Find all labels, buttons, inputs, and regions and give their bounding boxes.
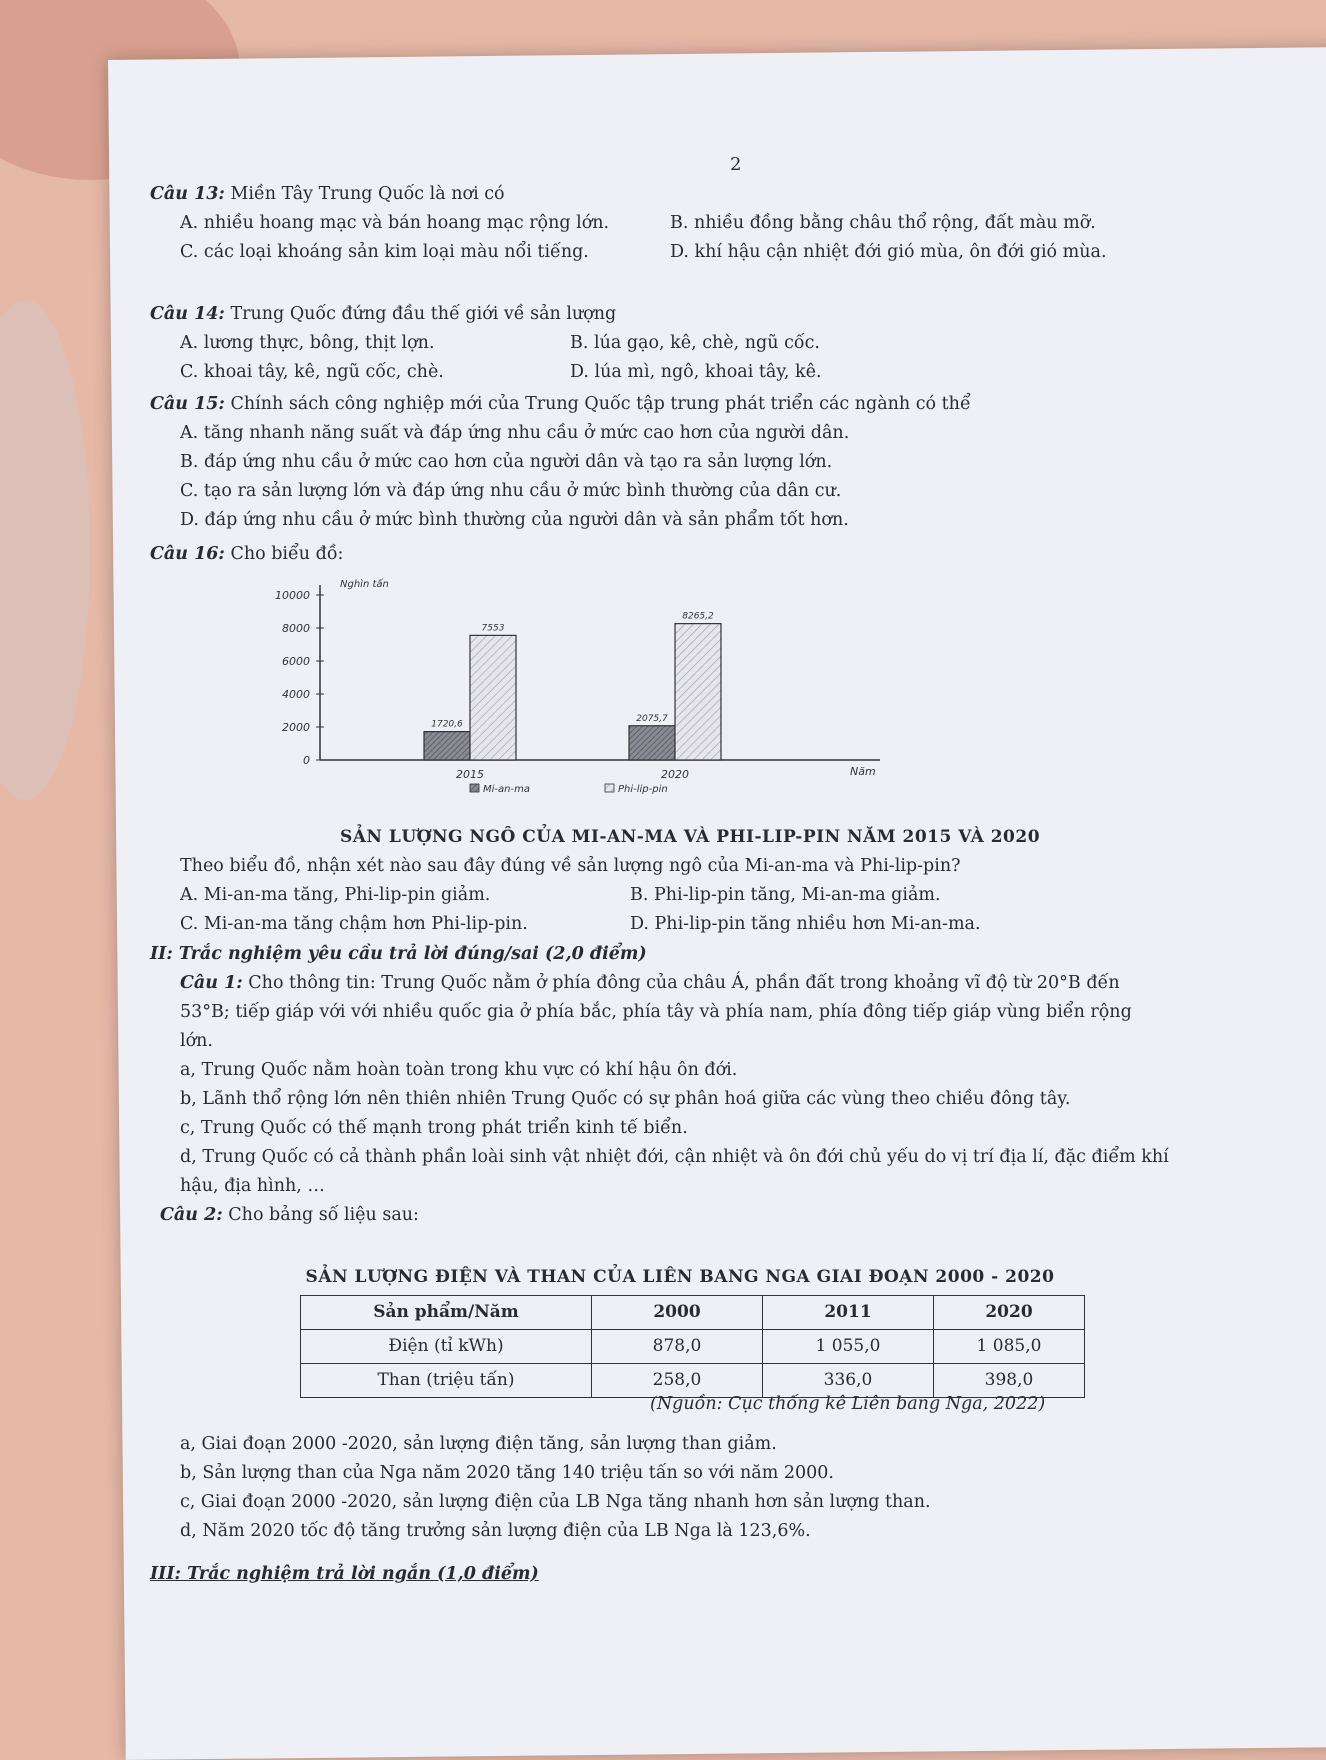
data-label: 1720,6: [431, 719, 463, 730]
legend-label: Mi-an-ma: [483, 784, 530, 795]
option-c: C. khoai tây, kê, ngũ cốc, chè.: [180, 362, 444, 382]
bar-mi-an-ma: [424, 732, 470, 760]
chart-container: [250, 575, 970, 815]
x-axis-label: Năm: [850, 765, 876, 778]
table-cell: 258,0: [592, 1364, 763, 1398]
statement-b: b, Lãnh thổ rộng lớn nên thiên nhiên Trung Quốc có sự phân hoá giữa các vùng theo chiều đông tây.: [180, 1089, 1071, 1109]
statement-d: d, Năm 2020 tốc độ tăng trưởng sản lượng điện của LB Nga là 123,6%.: [180, 1521, 811, 1541]
bar-phi-lip-pin: [675, 624, 721, 760]
option-c: C. các loại khoáng sản kim loại màu nổi tiếng.: [180, 242, 589, 262]
option-d: D. lúa mì, ngô, khoai tây, kê.: [570, 362, 822, 382]
option-b: B. lúa gạo, kê, chè, ngũ cốc.: [570, 333, 820, 353]
question-stem: Cho biểu đồ:: [224, 544, 344, 564]
option-a: A. Mi-an-ma tăng, Phi-lip-pin giảm.: [180, 885, 491, 905]
statement-a: a, Trung Quốc nằm hoàn toàn trong khu vực có khí hậu ôn đới.: [180, 1060, 738, 1080]
part-3: [150, 1560, 1170, 1589]
part-2: [150, 940, 1170, 1230]
bar-phi-lip-pin: [470, 635, 516, 760]
statement-d: d, Trung Quốc có cả thành phần loài sinh vật nhiệt đới, cận nhiệt và ôn đới chủ yếu do vị trí địa lí, đặc điểm khí hậu, địa hình, …: [180, 1147, 1169, 1196]
table-header: 2011: [763, 1296, 934, 1330]
statement-c: c, Giai đoạn 2000 -2020, sản lượng điện của LB Nga tăng nhanh hơn sản lượng than.: [180, 1492, 931, 1512]
legend-swatch: [605, 784, 614, 792]
x-tick-label: 2015: [456, 768, 484, 781]
y-axis-label: Nghìn tấn: [340, 579, 389, 590]
corn-production-chart: [250, 575, 970, 805]
background-pattern: [0, 300, 90, 800]
table-header: Sản phẩm/Năm: [301, 1296, 592, 1330]
table-cell: 1 085,0: [934, 1330, 1085, 1364]
statement-c: c, Trung Quốc có thế mạnh trong phát triển kinh tế biển.: [180, 1118, 688, 1138]
legend-swatch: [470, 784, 479, 792]
question-label: Câu 13:: [150, 184, 225, 204]
y-tick-label: 2000: [282, 721, 310, 734]
question-13: [150, 180, 1170, 267]
option-c: C. Mi-an-ma tăng chậm hơn Phi-lip-pin.: [180, 914, 528, 934]
table-header-row: [301, 1296, 1085, 1330]
question-stem: Miền Tây Trung Quốc là nơi có: [224, 184, 505, 204]
table-cell: Than (triệu tấn): [301, 1364, 592, 1398]
option-d: D. khí hậu cận nhiệt đới gió mùa, ôn đới gió mùa.: [670, 242, 1107, 262]
section-heading: II: Trắc nghiệm yêu cầu trả lời đúng/sai (2,0 điểm): [150, 944, 647, 964]
question-16: [150, 540, 1170, 569]
legend-label: Phi-lip-pin: [618, 784, 668, 795]
y-tick-label: 4000: [282, 688, 310, 701]
option-a: A. lương thực, bông, thịt lợn.: [180, 333, 435, 353]
question-stem: Trung Quốc đứng đầu thế giới về sản lượng: [224, 304, 617, 324]
table-header: 2000: [592, 1296, 763, 1330]
question-label: Câu 1:: [180, 973, 243, 993]
data-label: 7553: [481, 623, 505, 634]
data-label: 8265,2: [682, 611, 714, 622]
y-tick-label: 8000: [282, 622, 310, 635]
table-cell: 398,0: [934, 1364, 1085, 1398]
question-label: Câu 14:: [150, 304, 225, 324]
chart-title: SẢN LƯỢNG NGÔ CỦA MI-AN-MA VÀ PHI-LIP-PIN NĂM 2015 VÀ 2020: [339, 827, 1041, 847]
question-14: [150, 300, 1170, 387]
x-tick-label: 2020: [661, 768, 689, 781]
table-cell: Điện (tỉ kWh): [301, 1330, 592, 1364]
option-b: B. đáp ứng nhu cầu ở mức cao hơn của người dân và tạo ra sản lượng lớn.: [180, 452, 833, 472]
question-text: Theo biểu đồ, nhận xét nào sau đây đúng về sản lượng ngô của Mi-an-ma và Phi-lip-pin?: [180, 856, 961, 876]
bar-mi-an-ma: [629, 726, 675, 760]
table-title: SẢN LƯỢNG ĐIỆN VÀ THAN CỦA LIÊN BANG NGA GIAI ĐOẠN 2000 - 2020: [305, 1267, 1055, 1287]
table-cell: 336,0: [763, 1364, 934, 1398]
question-label: Câu 15:: [150, 394, 225, 414]
option-d: D. đáp ứng nhu cầu ở mức bình thường của người dân và sản phẩm tốt hơn.: [180, 510, 849, 530]
data-table: [300, 1295, 1085, 1398]
question-stem: Chính sách công nghiệp mới của Trung Quốc tập trung phát triển các ngành có thể: [224, 394, 971, 414]
section-heading: III: Trắc nghiệm trả lời ngắn (1,0 điểm): [150, 1564, 539, 1584]
table-row: [301, 1330, 1085, 1364]
y-tick-label: 10000: [275, 589, 310, 602]
y-tick-label: 6000: [282, 655, 310, 668]
table-cell: 878,0: [592, 1330, 763, 1364]
question-16-body: [150, 852, 1170, 939]
data-label: 2075,7: [636, 713, 668, 724]
statement-a: a, Giai đoạn 2000 -2020, sản lượng điện tăng, sản lượng than giảm.: [180, 1434, 777, 1454]
table-header: 2020: [934, 1296, 1085, 1330]
page-number: 2: [730, 154, 742, 175]
option-b: B. nhiều đồng bằng châu thổ rộng, đất màu mỡ.: [670, 213, 1096, 233]
table-source: (Nguồn: Cục thống kê Liên bang Nga, 2022): [650, 1394, 1046, 1414]
question-stem: Cho bảng số liệu sau:: [222, 1205, 419, 1225]
question-label: Câu 2:: [160, 1205, 223, 1225]
y-tick-label: 0: [303, 754, 310, 767]
question-stem: Cho thông tin: Trung Quốc nằm ở phía đông của châu Á, phần đất trong khoảng vĩ độ từ 20°B đến 53°B; tiếp giáp với với nhiều quốc gia ở phía bắc, phía tây và phía nam, phía đông tiếp giáp vùng biển rộng lớn.: [180, 973, 1132, 1051]
option-a: A. nhiều hoang mạc và bán hoang mạc rộng lớn.: [180, 213, 610, 233]
question-2-statements: [150, 1430, 1170, 1546]
option-c: C. tạo ra sản lượng lớn và đáp ứng nhu cầu ở mức bình thường của dân cư.: [180, 481, 842, 501]
option-a: A. tăng nhanh năng suất và đáp ứng nhu cầu ở mức cao hơn của người dân.: [180, 423, 850, 443]
question-label: Câu 16:: [150, 544, 225, 564]
option-b: B. Phi-lip-pin tăng, Mi-an-ma giảm.: [630, 885, 941, 905]
option-d: D. Phi-lip-pin tăng nhiều hơn Mi-an-ma.: [630, 914, 981, 934]
statement-b: b, Sản lượng than của Nga năm 2020 tăng 140 triệu tấn so với năm 2000.: [180, 1463, 834, 1483]
question-15: [150, 390, 1170, 535]
table-cell: 1 055,0: [763, 1330, 934, 1364]
